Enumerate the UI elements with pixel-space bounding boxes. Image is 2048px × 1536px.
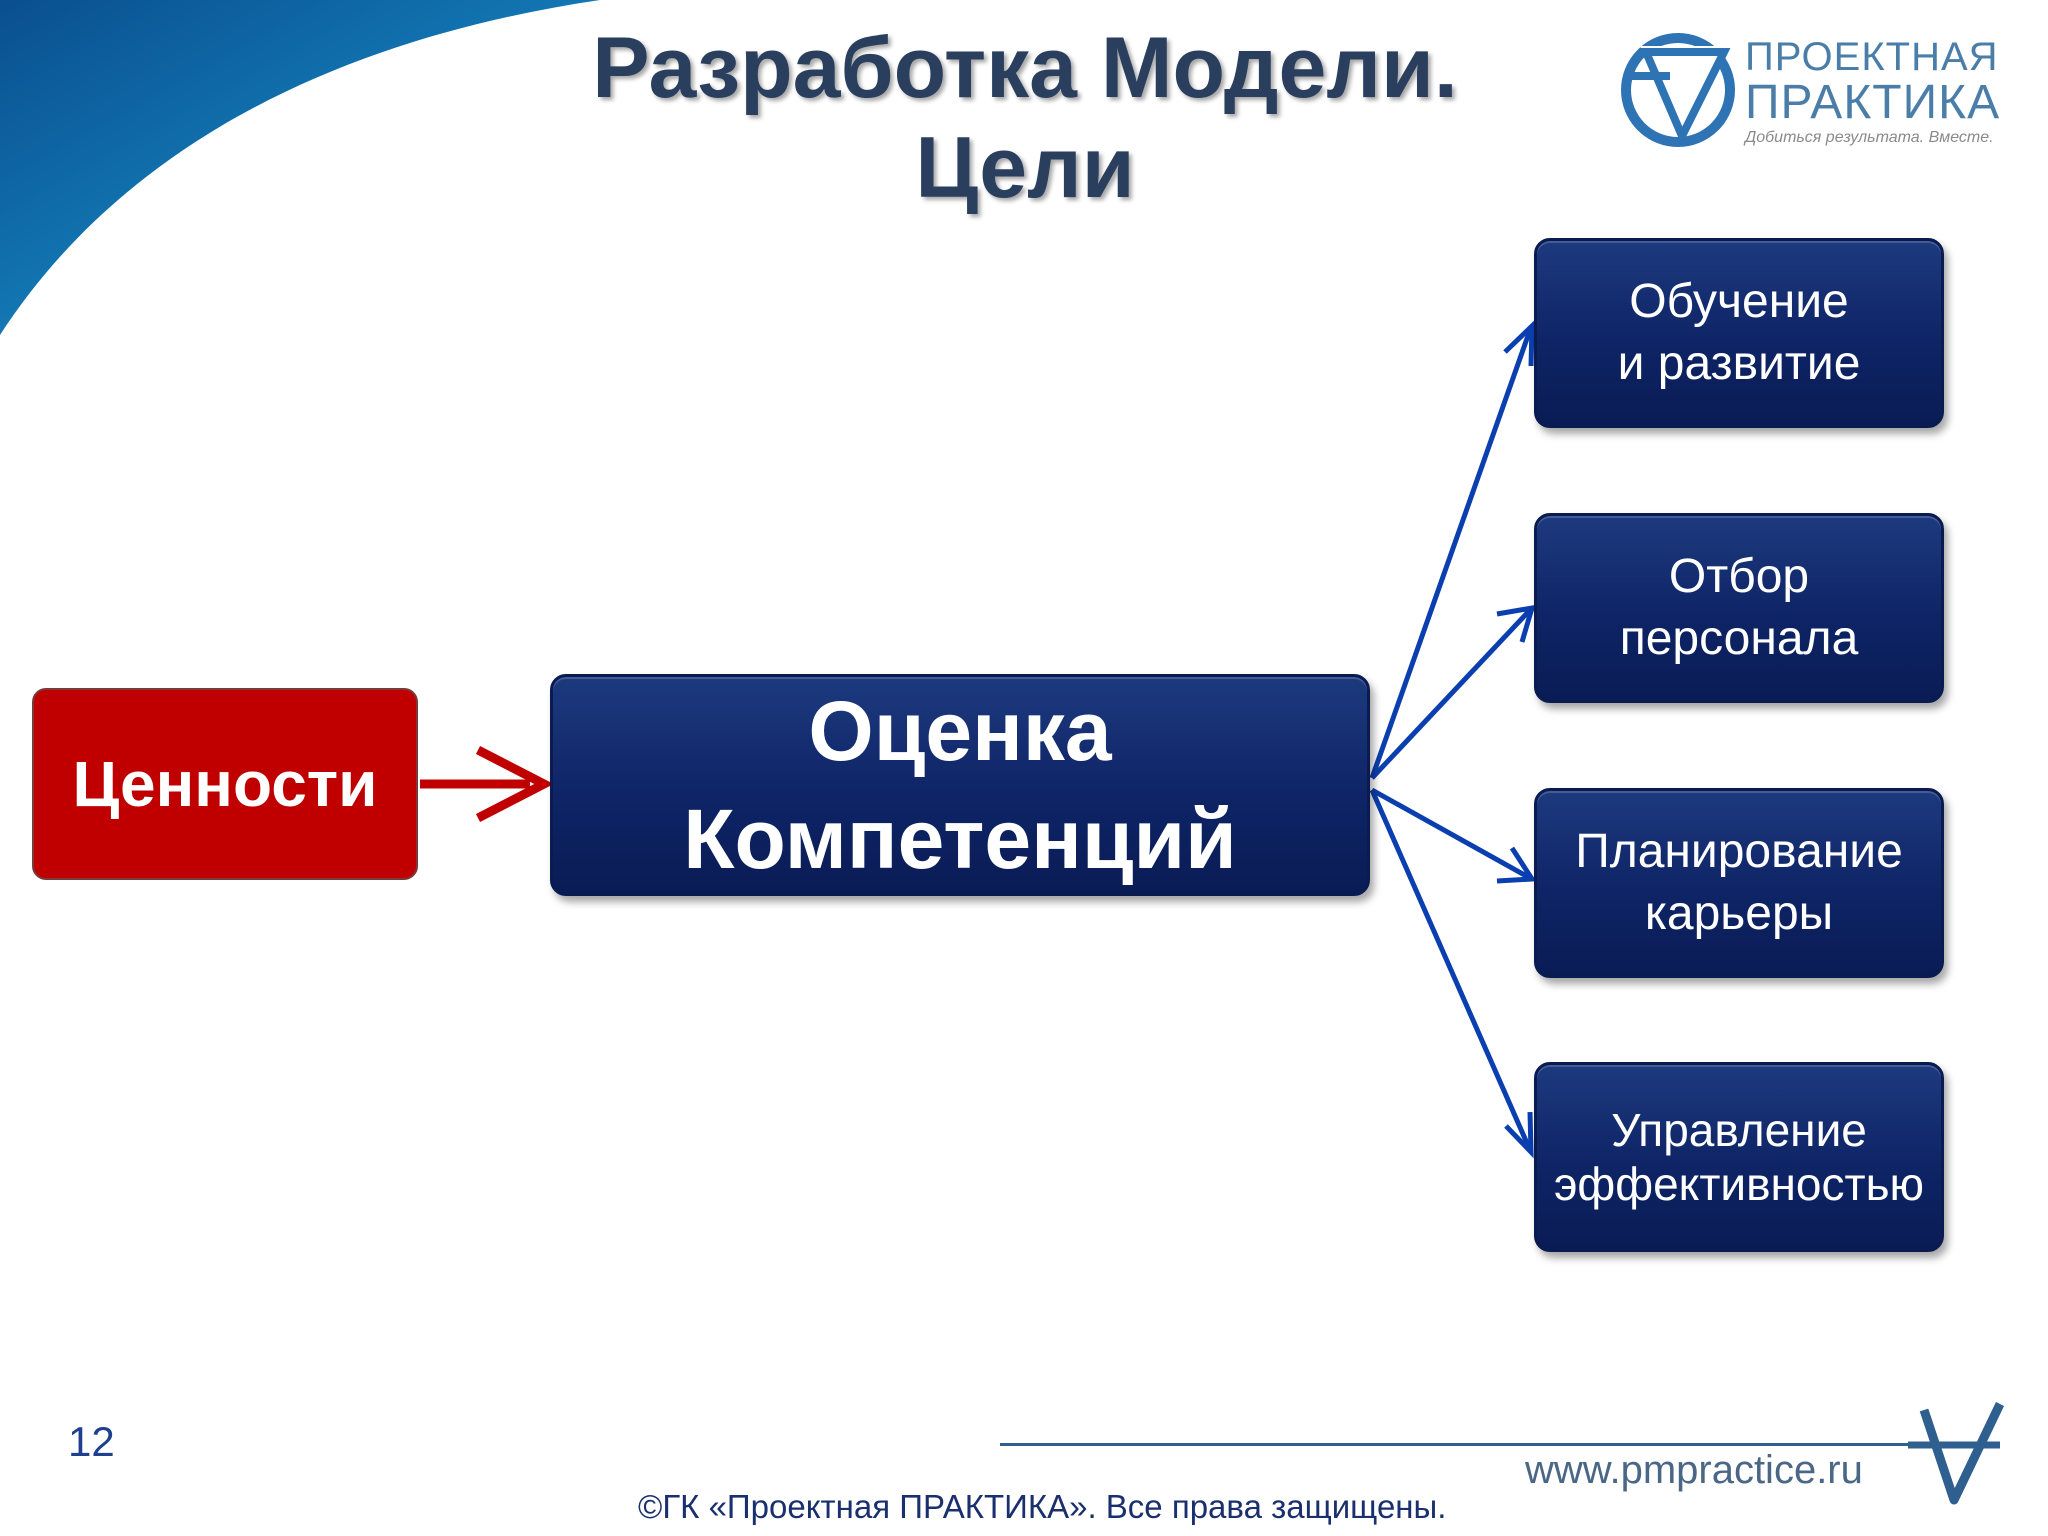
arrow-center-to-target-4 [1372,790,1530,1150]
slide-title-line1: Разработка Модели. [592,20,1458,116]
arrow-center-to-target-1 [1372,330,1530,778]
footer-divider [1000,1443,1940,1446]
logo-text-line2: ПРАКТИКА [1745,76,2001,129]
goal-label-line2: и развитие [1617,337,1861,390]
slide-title-line2: Цели [915,120,1135,216]
goal-box-selection [1534,513,1944,703]
copyright-notice: ©ГК «Проектная ПРАКТИКА». Все права защищены. [638,1488,1447,1525]
footer-logo-mark-icon [1900,1400,2010,1510]
goal-label-line1: Отбор [1668,550,1810,603]
goal-label-line2: карьеры [1644,887,1834,940]
goal-label-line1: Планирование [1575,825,1903,878]
goal-label-line1: Обучение [1629,275,1849,328]
goal-box-performance-management [1534,1062,1944,1252]
goal-label-line1: Управление [1611,1104,1867,1156]
values-label: Ценности [72,748,378,820]
arrow-center-to-target-2 [1372,610,1530,778]
center-label-line2: Компетенций [683,792,1237,886]
goal-label-line2: эффективностью [1553,1158,1925,1210]
footer-website-link[interactable]: www.pmpractice.ru [1525,1448,1863,1492]
arrow-center-to-target-3 [1372,790,1530,878]
values-box [32,688,418,880]
goal-box-career-planning [1534,788,1944,978]
goal-label-line2: персонала [1619,612,1859,665]
page-number: 12 [68,1418,115,1465]
logo-text-line1: ПРОЕКТНАЯ [1745,35,1999,79]
center-label-line1: Оценка [808,684,1112,778]
logo-tagline: Добиться результата. Вместе. [1745,129,1994,146]
goal-box-training [1534,238,1944,428]
competency-assessment-box [550,674,1370,896]
